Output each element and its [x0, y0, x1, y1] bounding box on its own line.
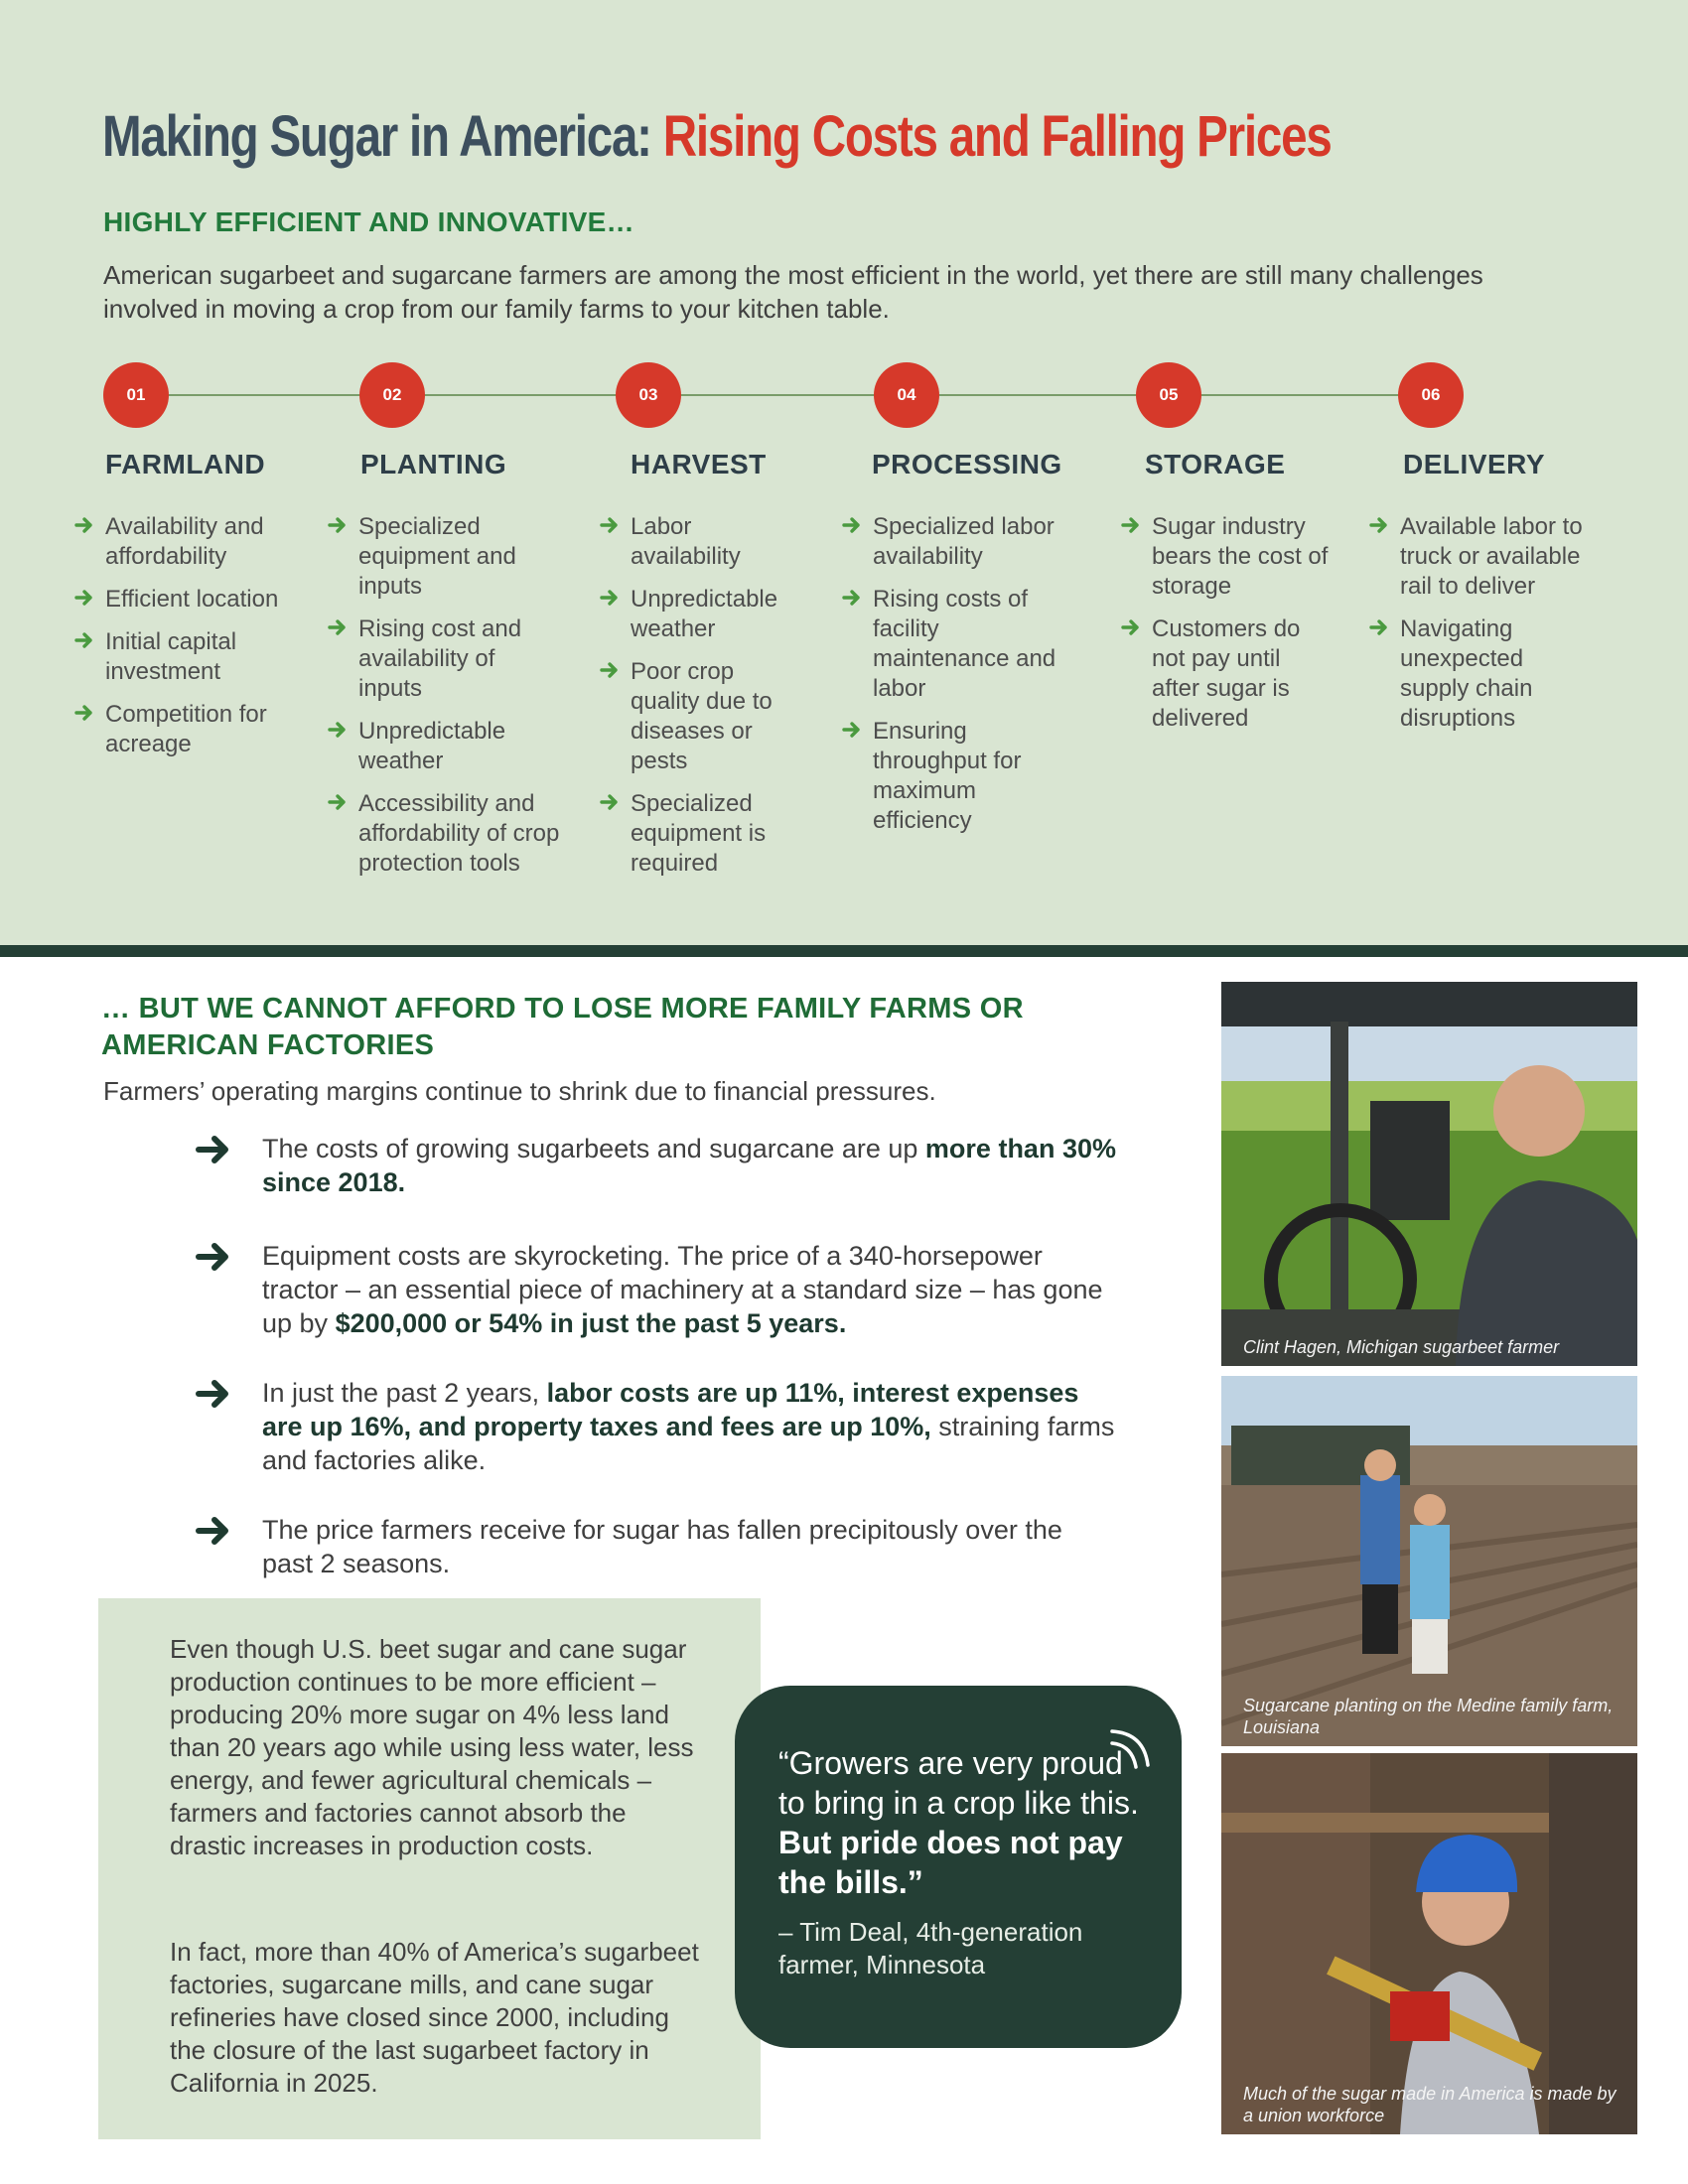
arrow-icon — [327, 514, 349, 536]
step-title-storage: STORAGE — [1145, 449, 1286, 479]
factory-worker-image — [1221, 1753, 1637, 2134]
photo-caption: Clint Hagen, Michigan sugarbeet farmer — [1243, 1337, 1560, 1357]
section-divider — [0, 945, 1688, 957]
arrow-icon — [1120, 514, 1142, 536]
list-item — [73, 627, 302, 687]
efficiency-box — [98, 1598, 761, 2139]
step-list-planting — [327, 512, 565, 891]
list-item-text: Poor crop quality due to diseases or pests — [631, 658, 773, 774]
list-item — [1368, 512, 1587, 602]
list-item — [73, 700, 302, 759]
arrow-icon — [599, 587, 621, 609]
arrow-icon — [195, 1134, 232, 1165]
list-item-text: Specialized equipment and inputs — [358, 513, 516, 600]
list-item-text: Unpredictable weather — [358, 718, 506, 774]
list-item-text: Initial capital investment — [105, 628, 237, 685]
arrow-icon — [195, 1515, 232, 1547]
arrow-icon — [599, 791, 621, 813]
list-item — [1120, 614, 1329, 734]
list-item — [327, 717, 565, 776]
arrow-icon — [1368, 616, 1390, 638]
list-item-text: Specialized labor availability — [873, 513, 1055, 570]
bullet-emphasis: more than 30% since 2018. — [262, 1134, 1116, 1197]
tractor-cab-image — [1221, 982, 1637, 1366]
section2-kicker: … BUT WE CANNOT AFFORD TO LOSE MORE FAMILY FARMS OR AMERICAN FACTORIES — [101, 993, 1024, 1061]
title-part-2: Rising Costs and Falling Prices — [662, 104, 1332, 169]
cost-bullet — [195, 1132, 1118, 1199]
quote-text-a: “Growers are very proud to bring in a crop like this. — [778, 1745, 1139, 1821]
list-item-text: Sugar industry bears the cost of storage — [1152, 513, 1329, 600]
list-item — [1368, 614, 1587, 734]
quote-text-b: But pride does not pay the bills.” — [778, 1825, 1123, 1900]
step-number: 01 — [103, 362, 169, 428]
list-item-text: Specialized equipment is required — [631, 790, 767, 877]
timeline-line — [159, 394, 1430, 396]
list-item — [599, 657, 807, 776]
step-number: 06 — [1398, 362, 1464, 428]
photo-farmer-tractor — [1221, 982, 1637, 1366]
arrow-icon — [841, 514, 863, 536]
list-item-text: Accessibility and affordability of crop protection tools — [358, 790, 560, 877]
quote-text — [778, 1743, 1156, 1902]
photo-union-worker — [1221, 1753, 1637, 2134]
sugarcane-field-image — [1221, 1376, 1637, 1746]
step-title-harvest: HARVEST — [631, 449, 767, 479]
list-item — [73, 585, 302, 614]
cost-bullets — [195, 1132, 1118, 1616]
box-paragraph-1: Even though U.S. beet sugar and cane sugar production continues to be more efficient – producing 20% more sugar on 4% less land than 20 years ago while using less water, less energy, and fewer agricultural chemicals – farmers and factories cannot absorb the drastic increases in production costs. — [170, 1634, 694, 1860]
step-number: 03 — [616, 362, 681, 428]
cost-bullet — [195, 1376, 1118, 1477]
arrow-icon — [73, 629, 95, 651]
title-part-1: Making Sugar in America: — [102, 104, 651, 169]
list-item — [841, 717, 1069, 836]
step-number: 05 — [1136, 362, 1201, 428]
bullet-text: The price farmers receive for sugar has fallen precipitously over the past 2 seasons. — [262, 1515, 1062, 1578]
arrow-icon — [1368, 514, 1390, 536]
photo-caption: Much of the sugar made in America is made by a union workforce — [1243, 2084, 1617, 2125]
list-item-text: Rising costs of facility maintenance and labor — [873, 586, 1056, 702]
list-item — [599, 789, 807, 879]
arrow-icon — [73, 514, 95, 536]
bullet-text-tail: straining farms and factories alike. — [262, 1412, 1115, 1475]
step-list-farmland — [73, 512, 302, 772]
list-item-text: Unpredictable weather — [631, 586, 778, 642]
arrow-icon — [73, 702, 95, 724]
list-item-text: Ensuring throughput for maximum efficiency — [873, 718, 1022, 834]
list-item — [599, 512, 807, 572]
step-title-planting: PLANTING — [360, 449, 507, 479]
page-title — [102, 103, 1332, 170]
list-item — [599, 585, 807, 644]
step-number: 04 — [874, 362, 939, 428]
step-list-harvest — [599, 512, 807, 891]
bullet-text: The costs of growing sugarbeets and sugarcane are up — [262, 1134, 925, 1163]
list-item-text: Navigating unexpected supply chain disruptions — [1400, 615, 1533, 732]
arrow-icon — [841, 587, 863, 609]
photo-caption: Sugarcane planting on the Medine family farm, Louisiana — [1243, 1696, 1614, 1737]
arrow-icon — [327, 791, 349, 813]
step-title-delivery: DELIVERY — [1403, 449, 1545, 479]
step-list-processing — [841, 512, 1069, 849]
list-item — [327, 512, 565, 602]
section1-kicker: HIGHLY EFFICIENT AND INNOVATIVE… — [103, 206, 634, 237]
bullet-emphasis: labor costs are up 11%, interest expenses are up 16%, and property taxes and fees are up 10%, — [262, 1378, 1079, 1441]
list-item — [1120, 512, 1329, 602]
list-item — [327, 789, 565, 879]
arrow-icon — [599, 514, 621, 536]
arrow-icon — [327, 616, 349, 638]
quote-bubble — [735, 1686, 1182, 2048]
bullet-emphasis: $200,000 or 54% in just the past 5 years. — [335, 1308, 847, 1338]
arrow-icon — [599, 659, 621, 681]
box-paragraph-2: In fact, more than 40% of America’s sugarbeet factories, sugarcane mills, and cane sugar refineries have closed since 2000, including the closure of the last sugarbeet factory in California in 2025. — [170, 1937, 699, 2098]
cost-bullet — [195, 1513, 1118, 1580]
section1-intro: American sugarbeet and sugarcane farmers are among the most efficient in the world, yet there are still many challenges involved in moving a crop from our family farms to your kitchen table. — [103, 260, 1483, 324]
cost-bullet — [195, 1239, 1118, 1340]
arrow-icon — [195, 1241, 232, 1273]
bullet-text: In just the past 2 years, — [262, 1378, 547, 1408]
step-title-processing: PROCESSING — [872, 449, 1062, 479]
list-item — [73, 512, 302, 572]
list-item-text: Competition for acreage — [105, 701, 267, 757]
section2-intro: Farmers’ operating margins continue to shrink due to financial pressures. — [103, 1076, 936, 1106]
arrow-icon — [195, 1378, 232, 1410]
photo-sugarcane-planting — [1221, 1376, 1637, 1746]
list-item-text: Rising cost and availability of inputs — [358, 615, 522, 702]
list-item-text: Labor availability — [631, 513, 741, 570]
quote-attribution: – Tim Deal, 4th-generation farmer, Minnesota — [778, 1917, 1083, 1979]
step-number: 02 — [359, 362, 425, 428]
arrow-icon — [73, 587, 95, 609]
arrow-icon — [327, 719, 349, 741]
list-item-text: Available labor to truck or available rail to deliver — [1400, 513, 1583, 600]
list-item — [841, 585, 1069, 704]
list-item-text: Availability and affordability — [105, 513, 264, 570]
list-item — [841, 512, 1069, 572]
step-list-delivery — [1368, 512, 1587, 747]
list-item-text: Efficient location — [105, 586, 279, 613]
list-item-text: Customers do not pay until after sugar is delivered — [1152, 615, 1301, 732]
step-title-farmland: FARMLAND — [105, 449, 266, 479]
arrow-icon — [841, 719, 863, 741]
bullet-text: Equipment costs are skyrocketing. The price of a 340-horsepower tractor – an essential piece of machinery at a standard size – has gone up by — [262, 1241, 1103, 1338]
arrow-icon — [1120, 616, 1142, 638]
step-list-storage — [1120, 512, 1329, 747]
list-item — [327, 614, 565, 704]
